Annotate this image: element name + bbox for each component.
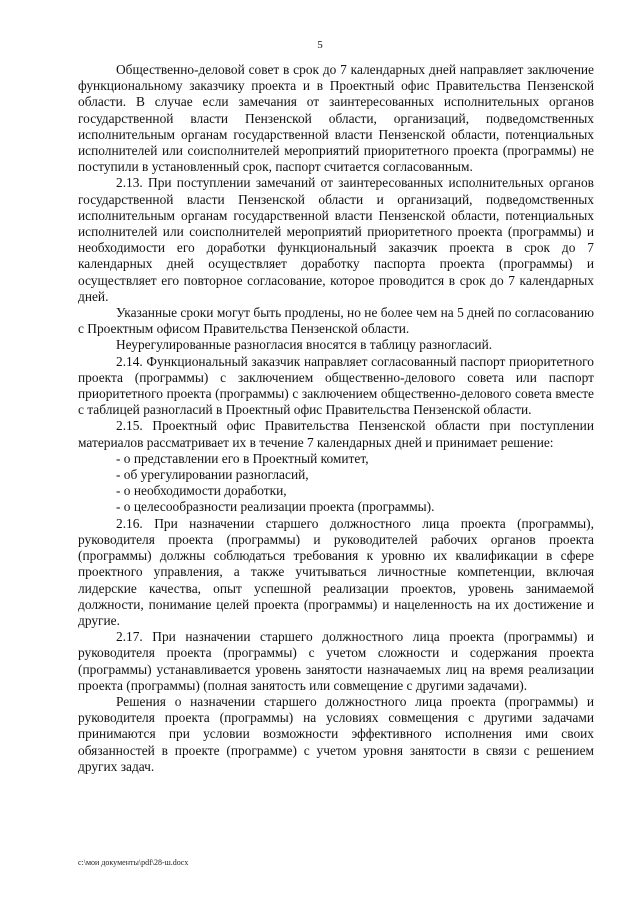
paragraph-2-15: 2.15. Проектный офис Правительства Пензенской области при поступлении материалов рассматривает их в течение 7 календарных дней и принимает решение: (78, 418, 594, 450)
page-number: 5 (317, 39, 323, 51)
paragraph-2-16: 2.16. При назначении старшего должностного лица проекта (программы), руководителя проекта (программы) и руководителей рабочих органов проекта (программы) должны соблюдаться требования к уровню их квалификации в сфере проектного управления, а также учитываться личностные компетенции, включая лидерские качества, опыт успешной реализации проектов, уровень занимаемой должности, понимание целей проекта (программы) и нацеленность на их достижение и другие. (78, 515, 594, 628)
list-item: - о необходимости доработки, (116, 483, 287, 499)
document-body (78, 62, 594, 775)
paragraph-disagreements: Неурегулированные разногласия вносятся в таблицу разногласий. (116, 337, 493, 353)
list-item: - о представлении его в Проектный комитет, (116, 450, 369, 466)
paragraph-council-conclusion: Общественно-деловой совет в срок до 7 календарных дней направляет заключение функциональному заказчику проекта и в Проектный офис Правительства Пензенской области. В случае если замечания от заинтересованных исполнительных органов государственной власти Пензенской области, организаций, подведомственных исполнительным органам государственной власти Пензенской области, потенциальных исполнителей или соисполнителей мероприятий приоритетного проекта (программы) не поступили в установленный срок, паспорт считается согласованным. (78, 62, 594, 175)
file-path-footer: c:\мои документы\pdf\28-ш.docx (78, 858, 189, 867)
list-item: - об урегулировании разногласий, (116, 467, 309, 483)
paragraph-2-14: 2.14. Функциональный заказчик направляет согласованный паспорт приоритетного проекта (программы) с заключением общественно-делового совета или паспорт приоритетного проекта (программы) с заключением общественно-делового совета вместе с таблицей разногласий в Проектный офис Правительства Пензенской области. (78, 353, 594, 418)
paragraph-deadline-extension: Указанные сроки могут быть продлены, но не более чем на 5 дней по согласованию с Проектным офисом Правительства Пензенской области. (78, 305, 594, 337)
paragraph-2-13: 2.13. При поступлении замечаний от заинтересованных исполнительных органов государственной власти Пензенской области и организаций, подведомственных исполнительным органам государственной власти Пензенской области, потенциальных исполнителей или соисполнителей мероприятий приоритетного проекта (программы) и необходимости его доработки функциональный заказчик проекта в срок до 7 календарных дней осуществляет доработку паспорта проекта (программы) и осуществляет его повторное согласование, которое проводится в срок до 7 календарных дней. (78, 175, 594, 304)
paragraph-2-17: 2.17. При назначении старшего должностного лица проекта (программы) и руководителя проекта (программы) с учетом сложности и содержания проекта (программы) устанавливается уровень занятости назначаемых лиц на время реализации проекта (программы) (полная занятость или совмещение с другими задачами). (78, 629, 594, 693)
paragraph-appointment-decisions: Решения о назначении старшего должностного лица проекта (программы) и руководителя проекта (программы) на условиях совмещения с другими задачами принимаются при условии возможности эффективного исполнения ими своих обязанностей в проекте (программе) с учетом уровня занятости в связи с решением других задач. (78, 693, 594, 774)
list-item: - о целесообразности реализации проекта (программы). (116, 499, 435, 515)
